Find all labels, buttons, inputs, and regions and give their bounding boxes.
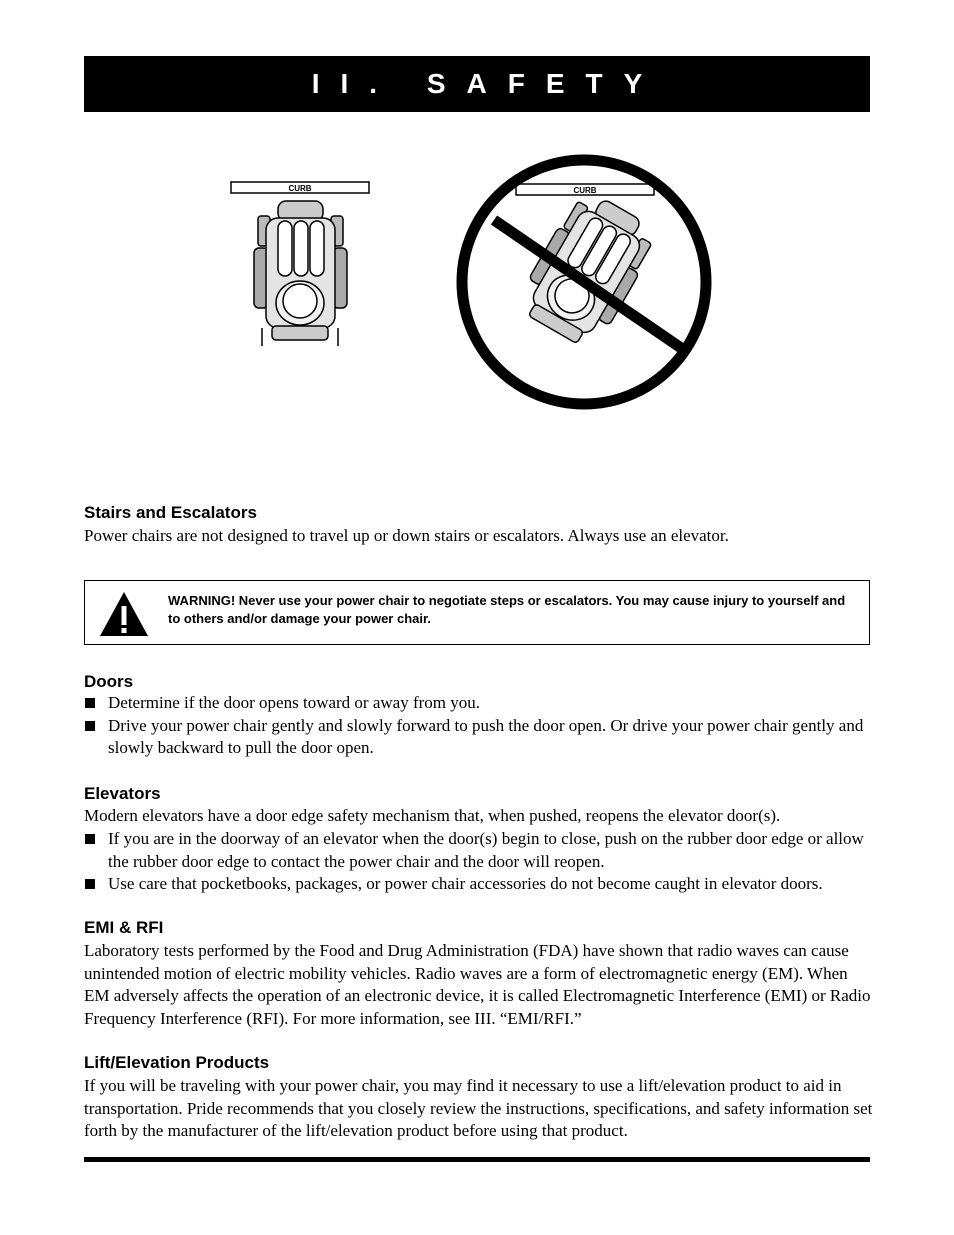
doors-list bbox=[84, 692, 874, 760]
warning-text: WARNING! Never use your power chair to negotiate steps or escalators. You may cause injury to yourself and to others and/or damage your power chair. bbox=[168, 593, 846, 626]
list-item: Use care that pocketbooks, packages, or power chair accessories do not become caught in elevator doors. bbox=[84, 873, 874, 896]
list-item: Determine if the door opens toward or away from you. bbox=[84, 692, 874, 715]
page-title: II. SAFETY bbox=[311, 68, 664, 99]
section-heading-stairs: Stairs and Escalators bbox=[84, 503, 257, 522]
elevators-text: Modern elevators have a door edge safety mechanism that, when pushed, reopens the elevator door(s). bbox=[84, 806, 781, 825]
emi-rfi-text: Laboratory tests performed by the Food and Drug Administration (FDA) have shown that radio waves can cause unintended motion of electric mobility vehicles. Radio waves are a form of electromagnetic energy (EM). When EM adversely affects the operation of an electronic device, it is called Electromagnetic Interference (EMI) or Radio Frequency Interference (RFI). For more information, see III. “EMI/RFI.” bbox=[84, 941, 871, 1028]
power-chair-icon bbox=[254, 201, 347, 346]
section-heading-lift: Lift/Elevation Products bbox=[84, 1053, 270, 1072]
chair-correct-approach-illustration bbox=[228, 178, 373, 353]
stairs-text: Power chairs are not designed to travel up or down stairs or escalators. Always use an elevator. bbox=[84, 526, 729, 545]
bullet-square-icon bbox=[85, 879, 95, 889]
warning-triangle-icon bbox=[99, 591, 149, 637]
section-heading-doors: Doors bbox=[84, 672, 134, 691]
section-heading-elevators: Elevators bbox=[84, 784, 161, 803]
power-chair-icon bbox=[513, 186, 663, 353]
section-header-bar bbox=[84, 56, 870, 112]
list-item: If you are in the doorway of an elevator when the door(s) begin to close, push on the rubber door edge or allow the rubber door edge to contact the power chair and the door will reopen. bbox=[84, 828, 874, 873]
curb-label: CURB bbox=[288, 184, 312, 193]
bullet-square-icon bbox=[85, 721, 95, 731]
lift-text: If you will be traveling with your power chair, you may find it necessary to use a lift/elevation product to aid in transportation. Pride recommends that you closely review the instructions, specifications, and safety information set forth by the manufacturer of the lift/elevation product before using that product. bbox=[84, 1076, 873, 1140]
prohibition-icon bbox=[462, 160, 706, 404]
curb-label: CURB bbox=[573, 186, 597, 195]
footer-divider bbox=[84, 1157, 870, 1162]
chair-incorrect-approach-illustration bbox=[452, 150, 716, 414]
warning-box bbox=[84, 580, 870, 645]
elevators-list bbox=[84, 828, 874, 896]
section-heading-emi-rfi: EMI & RFI bbox=[84, 918, 164, 937]
bullet-square-icon bbox=[85, 698, 95, 708]
list-item: Drive your power chair gently and slowly forward to push the door open. Or drive your power chair gently and slowly backward to pull the door open. bbox=[84, 715, 874, 760]
bullet-square-icon bbox=[85, 834, 95, 844]
